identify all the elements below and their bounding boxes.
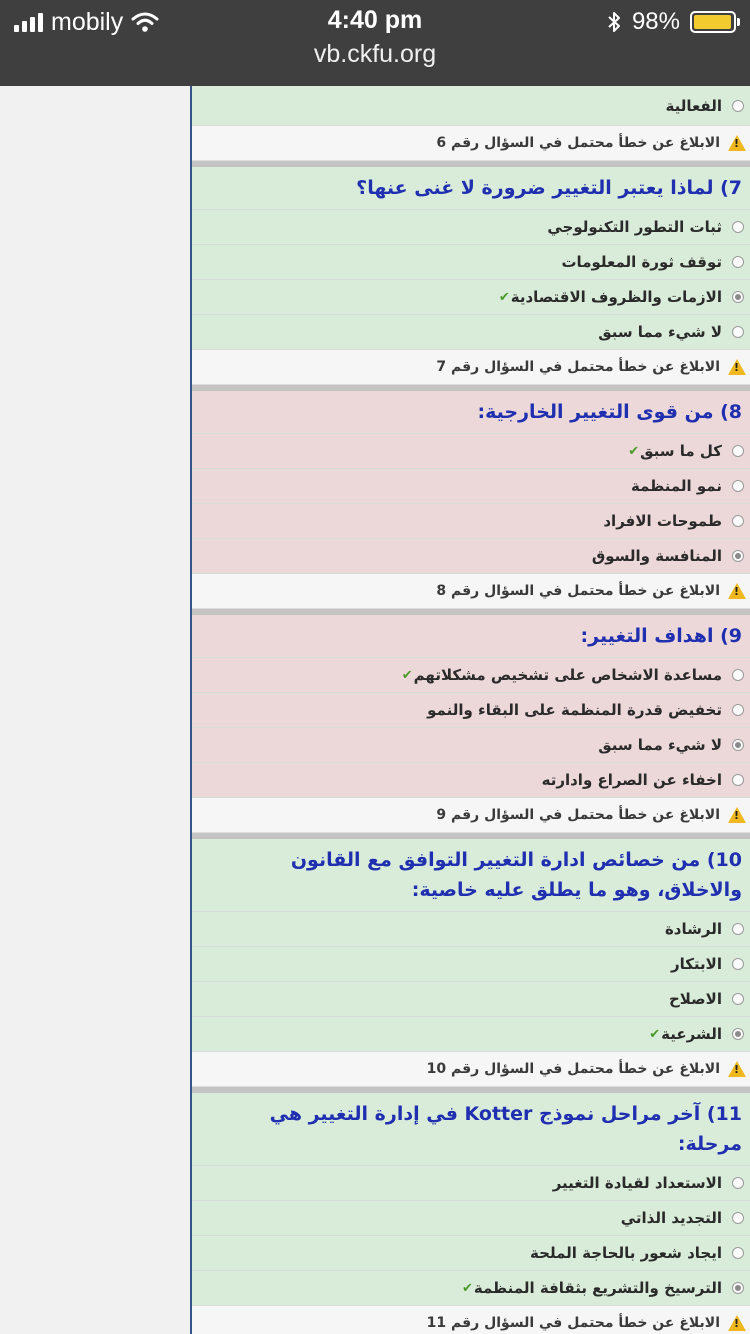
report-error-link[interactable]: الابلاغ عن خطأ محتمل في السؤال رقم 9 — [436, 807, 720, 823]
option-row[interactable] — [192, 1236, 750, 1271]
option-row[interactable] — [192, 1201, 750, 1236]
option-text: مساعدة الاشخاص على تشخيص مشكلاتهم — [413, 666, 722, 684]
report-error-link[interactable]: الابلاغ عن خطأ محتمل في السؤال رقم 11 — [426, 1315, 720, 1331]
warning-icon — [728, 135, 746, 151]
question-title: 8) من قوى التغيير الخارجية: — [477, 401, 742, 423]
option-row[interactable] — [192, 245, 750, 280]
option-text: طموحات الافراد — [603, 512, 722, 530]
radio-button[interactable] — [732, 1212, 744, 1224]
radio-button[interactable] — [732, 480, 744, 492]
report-error-link[interactable]: الابلاغ عن خطأ محتمل في السؤال رقم 7 — [436, 359, 720, 375]
report-error-row[interactable] — [192, 350, 750, 385]
option-text: كل ما سبق — [640, 442, 722, 460]
questions-list — [192, 167, 750, 1334]
option-text: توقف ثورة المعلومات — [561, 253, 722, 271]
option-row[interactable] — [192, 280, 750, 315]
option-text: الاصلاح — [668, 990, 722, 1008]
radio-button-selected[interactable] — [732, 291, 744, 303]
radio-button[interactable] — [732, 923, 744, 935]
battery-icon — [690, 11, 736, 33]
warning-icon — [728, 807, 746, 823]
correct-check-icon: ✔ — [462, 1280, 473, 1296]
option-row[interactable] — [192, 1017, 750, 1052]
option-text: الشرعية — [661, 1025, 722, 1043]
warning-icon — [728, 1061, 746, 1077]
radio-button[interactable] — [732, 1247, 744, 1259]
radio-button-selected[interactable] — [732, 739, 744, 751]
option-text: نمو المنظمة — [630, 477, 722, 495]
radio-button[interactable] — [732, 958, 744, 970]
radio-button[interactable] — [732, 1177, 744, 1189]
option-row[interactable] — [192, 982, 750, 1017]
battery-percent: 98% — [631, 8, 680, 35]
question-title: 9) اهداف التغيير: — [580, 625, 742, 647]
side-margin — [0, 86, 190, 1334]
option-text: ثبات التطور التكنولوجي — [547, 218, 722, 236]
option-text: الترسيخ والتشريع بثقافة المنظمة — [473, 1279, 722, 1297]
radio-button[interactable] — [732, 993, 744, 1005]
option-text: تخفيض قدرة المنظمة على البقاء والنمو — [427, 701, 722, 719]
question-title: 7) لماذا يعتبر التغيير ضرورة لا غنى عنها؟ — [356, 177, 742, 199]
question-title-row — [192, 1093, 750, 1166]
question-block — [192, 167, 750, 391]
question-title-row — [192, 167, 750, 210]
option-row[interactable] — [192, 728, 750, 763]
report-error-row[interactable] — [192, 1306, 750, 1334]
address-bar-url[interactable]: vb.ckfu.org — [313, 40, 437, 68]
report-error-link[interactable]: الابلاغ عن خطأ محتمل في السؤال رقم 6 — [436, 135, 720, 151]
question-title: 11) آخر مراحل نموذج Kotter في إدارة التغيير هي مرحلة: — [269, 1103, 742, 1155]
correct-check-icon: ✔ — [401, 667, 413, 683]
option-row[interactable] — [192, 1166, 750, 1201]
option-row[interactable] — [192, 1271, 750, 1306]
option-text: الازمات والظروف الاقتصادية — [510, 288, 722, 306]
option-text: الابتكار — [670, 955, 722, 973]
option-row[interactable] — [192, 469, 750, 504]
warning-icon — [728, 583, 746, 599]
option-text: اخفاء عن الصراع وادارته — [541, 771, 722, 789]
option-row[interactable] — [192, 210, 750, 245]
report-error-row[interactable] — [192, 574, 750, 609]
question-title-row — [192, 391, 750, 434]
correct-check-icon: ✔ — [498, 289, 510, 305]
status-time: 4:40 pm — [327, 6, 423, 34]
option-row[interactable] — [192, 434, 750, 469]
radio-button[interactable] — [732, 221, 744, 233]
warning-icon — [728, 359, 746, 375]
correct-check-icon: ✔ — [649, 1026, 661, 1042]
option-text: لا شيء مما سبق — [598, 323, 722, 341]
option-row[interactable] — [192, 658, 750, 693]
option-row[interactable] — [192, 947, 750, 982]
correct-check-icon: ✔ — [628, 443, 640, 459]
radio-button[interactable] — [732, 515, 744, 527]
question-block — [192, 615, 750, 839]
option-row[interactable] — [192, 504, 750, 539]
radio-button-selected[interactable] — [732, 550, 744, 562]
browser-top-bar — [0, 0, 750, 86]
carrier-name: mobily — [51, 7, 124, 36]
report-error-row[interactable] — [192, 1052, 750, 1087]
question-title: 10) من خصائص ادارة التغيير التوافق مع القانون والاخلاق، وهو ما يطلق عليه خاصية: — [290, 849, 742, 901]
question-block — [192, 1093, 750, 1334]
report-error-row[interactable] — [192, 126, 750, 161]
battery-level-fill — [694, 15, 731, 29]
option-row[interactable] — [192, 693, 750, 728]
radio-button[interactable] — [732, 704, 744, 716]
option-text: المنافسة والسوق — [591, 547, 722, 565]
option-text: الرشادة — [664, 920, 722, 938]
radio-button[interactable] — [732, 326, 744, 338]
option-text: الاستعداد لقيادة التغيير — [552, 1174, 722, 1192]
radio-button[interactable] — [732, 100, 744, 112]
radio-button-selected[interactable] — [732, 1282, 744, 1294]
option-text: ايجاد شعور بالحاجة الملحة — [530, 1244, 722, 1262]
radio-button[interactable] — [732, 774, 744, 786]
option-text: لا شيء مما سبق — [598, 736, 722, 754]
option-text: التجديد الذاتي — [620, 1209, 722, 1227]
question-title-row — [192, 839, 750, 912]
radio-button[interactable] — [732, 445, 744, 457]
report-error-link[interactable]: الابلاغ عن خطأ محتمل في السؤال رقم 8 — [436, 583, 720, 599]
question-title-row — [192, 615, 750, 658]
radio-button[interactable] — [732, 669, 744, 681]
option-row[interactable] — [192, 539, 750, 574]
option-text: الفعالية — [665, 96, 722, 115]
bluetooth-icon — [606, 10, 622, 34]
question-block — [192, 839, 750, 1093]
question-block — [192, 391, 750, 615]
radio-button[interactable] — [732, 256, 744, 268]
option-row[interactable] — [192, 315, 750, 350]
report-error-link[interactable]: الابلاغ عن خطأ محتمل في السؤال رقم 10 — [426, 1061, 720, 1077]
report-error-row[interactable] — [192, 798, 750, 833]
status-right — [606, 8, 736, 36]
option-row[interactable] — [192, 912, 750, 947]
radio-button-selected[interactable] — [732, 1028, 744, 1040]
quiz-results — [192, 86, 750, 1334]
warning-icon — [728, 1315, 746, 1331]
option-row[interactable] — [192, 86, 750, 126]
option-row[interactable] — [192, 763, 750, 798]
